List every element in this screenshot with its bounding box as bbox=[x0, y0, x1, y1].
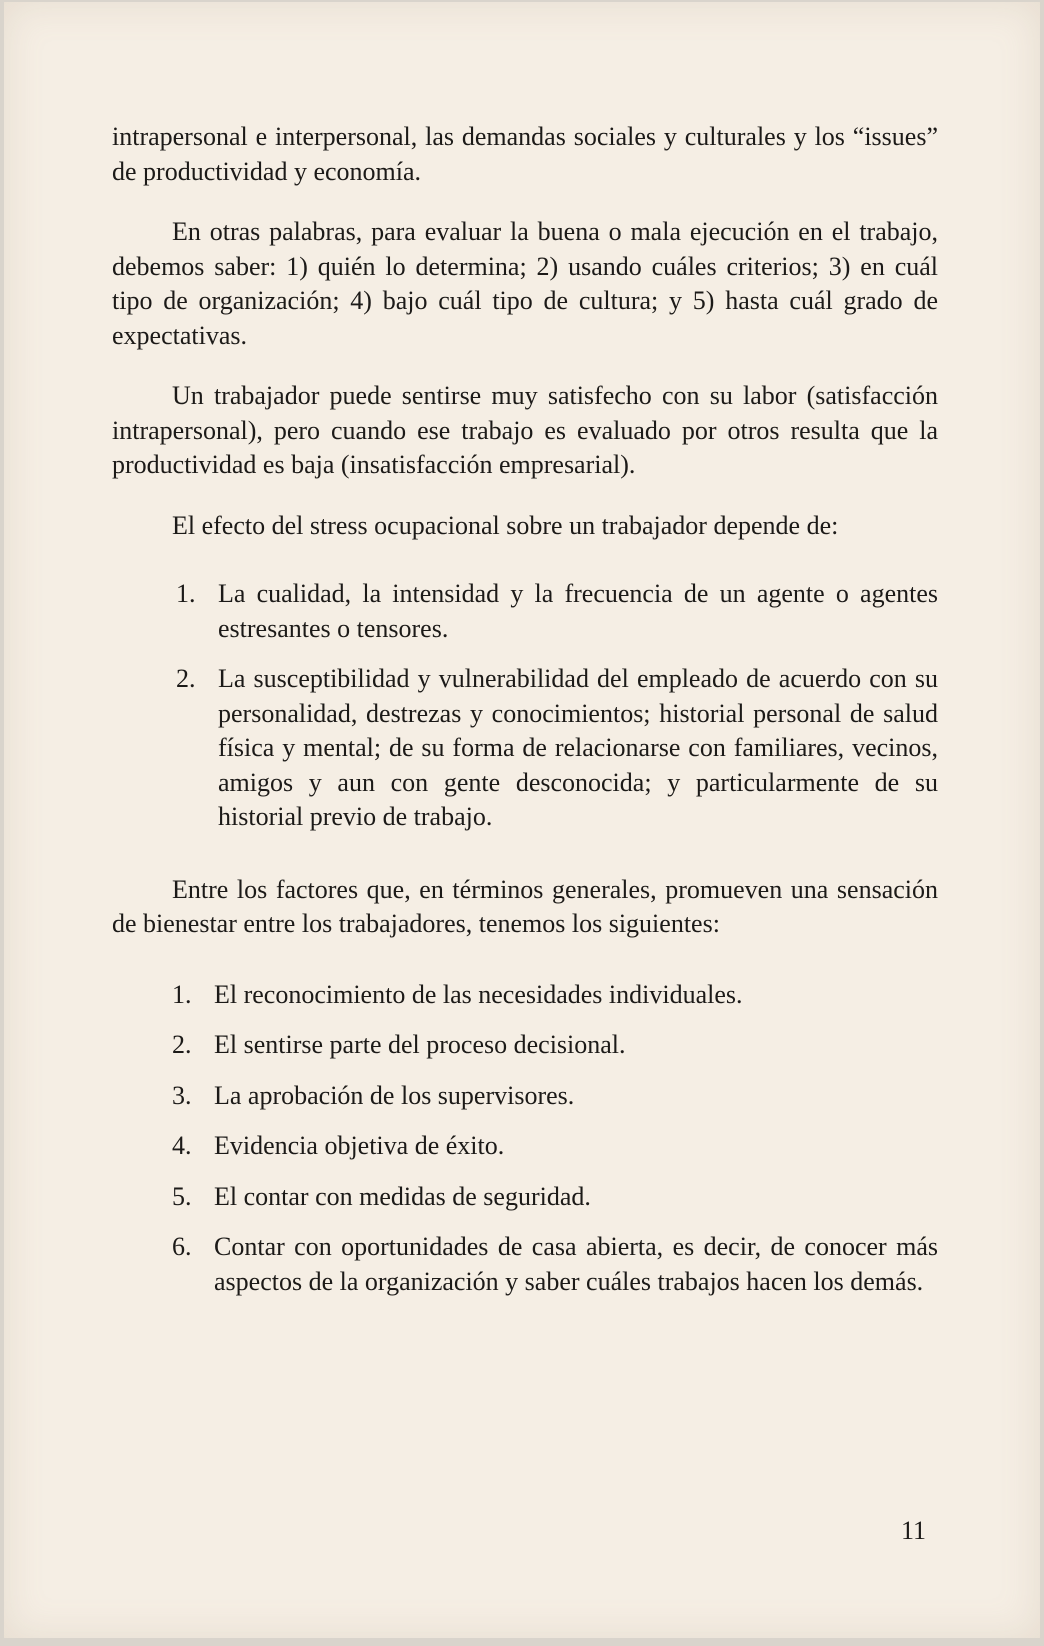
list-item-number: 5. bbox=[172, 1181, 192, 1211]
list-item bbox=[112, 1180, 938, 1215]
list-item-number: 2. bbox=[172, 1030, 192, 1059]
paragraph-evaluation: En otras palabras, para evaluar la buena o mala ejecución en el trabajo, debemos saber: 1) quién lo determina; 2) usando cuáles criterios; 3) en cuál tipo de organización; 4) bajo cuál tipo de cultura; y 5) hasta cuál grado de expectativas. bbox=[112, 217, 938, 350]
paragraph-continuation: intrapersonal e interpersonal, las demandas sociales y culturales y los “issues” de productividad y economía. bbox=[112, 122, 938, 186]
list-item-number: 6. bbox=[172, 1232, 192, 1261]
page-number: 11 bbox=[900, 1516, 926, 1545]
list-item-text: Contar con oportunidades de casa abierta, es decir, de conocer más aspectos de la organización y saber cuáles trabajos hacen los demás. bbox=[214, 1232, 938, 1296]
body-text bbox=[112, 120, 938, 1315]
list-item-text: La susceptibilidad y vulnerabilidad del empleado de acuerdo con su personalidad, destrezas y conocimientos; historial personal de salud física y mental; de su forma de relacionarse con familiares, vecinos, amigos y aun con gente desconocida; y particularmente de su historial previo de trabajo. bbox=[218, 664, 938, 831]
list-item-number: 2. bbox=[176, 664, 196, 693]
paragraph-satisfaction: Un trabajador puede sentirse muy satisfecho con su labor (satisfacción intrapersonal), pero cuando ese trabajo es evaluado por otros resulta que la productividad es baja (insatisfacción empresarial). bbox=[112, 381, 938, 479]
list-item-number: 1. bbox=[172, 979, 192, 1009]
list-item bbox=[112, 577, 938, 646]
paragraph-stress-effect: El efecto del stress ocupacional sobre un trabajador depende de: bbox=[172, 510, 839, 540]
list-item bbox=[112, 1230, 938, 1299]
list-item-text: El sentirse parte del proceso decisional. bbox=[214, 1030, 626, 1059]
list-item-text: Evidencia objetiva de éxito. bbox=[214, 1131, 505, 1160]
list-item bbox=[112, 1129, 938, 1164]
list-item-number: 4. bbox=[172, 1131, 192, 1160]
stress-factors-list bbox=[112, 577, 938, 835]
list-item bbox=[112, 1028, 938, 1063]
list-item-text: El contar con medidas de seguridad. bbox=[214, 1181, 591, 1211]
list-item-text: La cualidad, la intensidad y la frecuencia de un agente o agentes estresantes o tensores. bbox=[218, 579, 938, 643]
list-item-number: 3. bbox=[172, 1080, 192, 1110]
list-item-number: 1. bbox=[176, 579, 196, 608]
list-item bbox=[112, 978, 938, 1013]
book-page bbox=[4, 2, 1040, 1638]
list-item bbox=[112, 1079, 938, 1114]
list-item bbox=[112, 662, 938, 835]
list-item-text: La aprobación de los supervisores. bbox=[214, 1080, 575, 1110]
paragraph-wellbeing-intro: Entre los factores que, en términos generales, promueven una sensación de bienestar entre los trabajadores, tenemos los siguientes: bbox=[112, 874, 938, 938]
list-item-text: El reconocimiento de las necesidades individuales. bbox=[214, 979, 743, 1009]
wellbeing-factors-list bbox=[112, 978, 938, 1300]
